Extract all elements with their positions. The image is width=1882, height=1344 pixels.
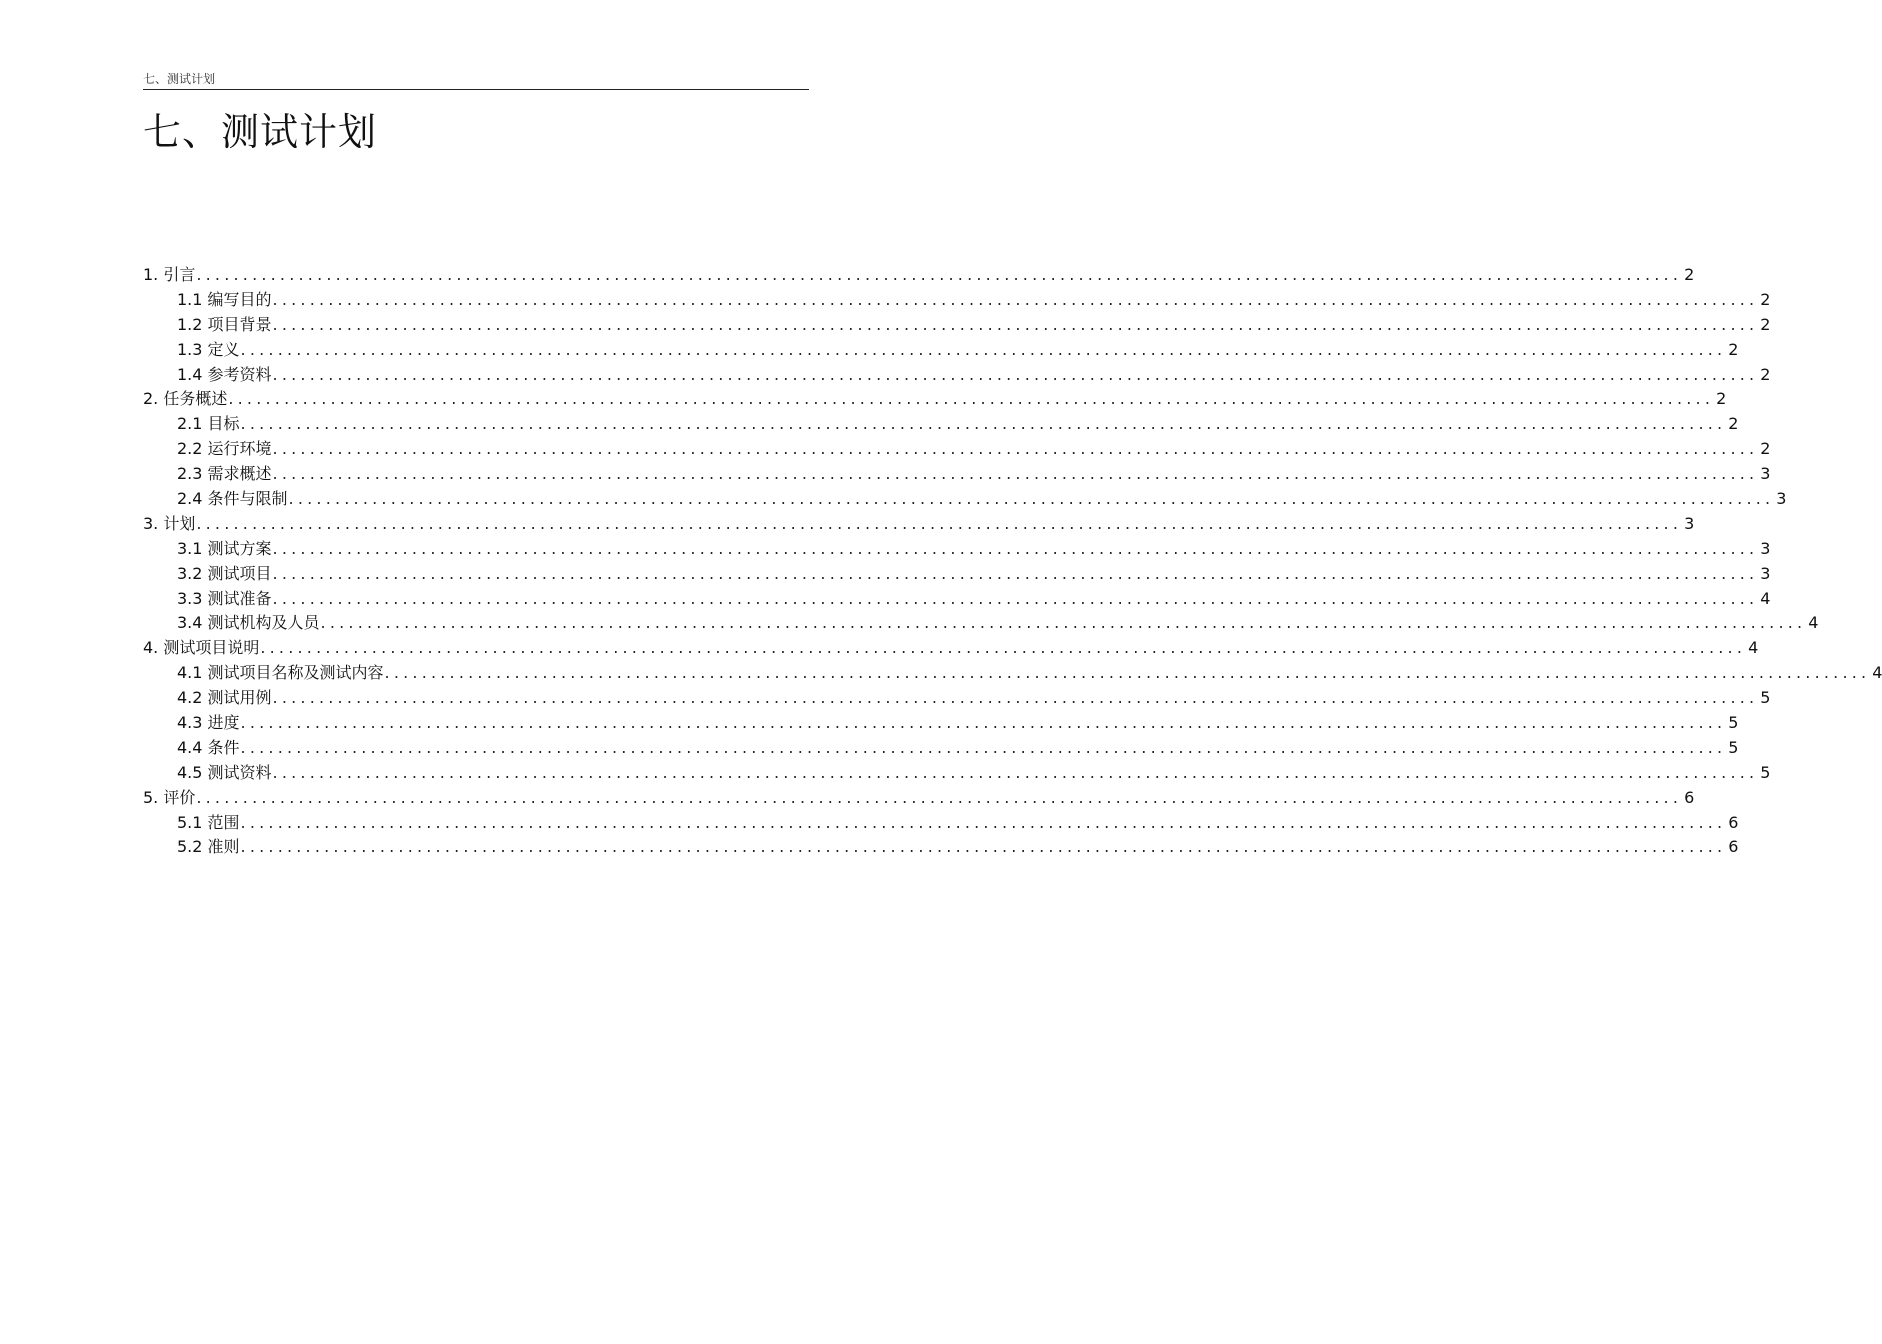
toc-entry-page-number: 2 — [1760, 364, 1771, 384]
toc-entry-label: 1. 引言 — [143, 264, 196, 284]
toc-entry-label: 4.4 条件 — [177, 737, 240, 757]
toc-entry-label: 3.4 测试机构及人员 — [177, 613, 320, 633]
toc-dot-leader: ................................................................................................................................................................ — [228, 389, 1715, 409]
toc-entry-page-number: 4 — [1760, 588, 1771, 608]
toc-entry-page-number: 2 — [1684, 264, 1695, 284]
toc-entry-label: 3.1 测试方案 — [177, 538, 272, 558]
toc-entry-page-number: 6 — [1728, 837, 1739, 857]
toc-subsection-entry[interactable] — [143, 835, 1739, 860]
toc-entry-label: 1.3 定义 — [177, 339, 240, 359]
toc-entry-label: 1.4 参考资料 — [177, 364, 272, 384]
toc-subsection-entry[interactable] — [143, 487, 1787, 512]
toc-entry-label: 3.3 测试准备 — [177, 588, 272, 608]
toc-entry-label: 4.5 测试资料 — [177, 762, 272, 782]
toc-entry-page-number: 6 — [1728, 812, 1739, 832]
toc-subsection-entry[interactable] — [143, 611, 1819, 636]
toc-entry-label: 3.2 测试项目 — [177, 563, 272, 583]
toc-dot-leader: ................................................................................................................................................................ — [272, 464, 1759, 484]
toc-dot-leader: ................................................................................................................................................................ — [240, 339, 1727, 359]
toc-dot-leader: ................................................................................................................................................................ — [196, 787, 1683, 807]
toc-dot-leader: ................................................................................................................................................................ — [240, 713, 1727, 733]
toc-subsection-entry[interactable] — [143, 587, 1771, 612]
toc-subsection-entry[interactable] — [143, 363, 1771, 388]
toc-entry-label: 4.3 进度 — [177, 713, 240, 733]
toc-dot-leader: ................................................................................................................................................................ — [272, 439, 1759, 459]
toc-dot-leader: ................................................................................................................................................................ — [272, 289, 1759, 309]
toc-entry-page-number: 3 — [1760, 464, 1771, 484]
toc-dot-leader: ................................................................................................................................................................ — [288, 489, 1775, 508]
toc-entry-page-number: 2 — [1728, 414, 1739, 434]
toc-entry-page-number: 4 — [1808, 613, 1819, 633]
toc-section-entry[interactable] — [143, 387, 1727, 412]
toc-dot-leader: ................................................................................................................................................................ — [240, 414, 1727, 434]
toc-entry-page-number: 5 — [1728, 713, 1739, 733]
toc-subsection-entry[interactable] — [143, 412, 1739, 437]
toc-entry-page-number: 2 — [1716, 389, 1727, 409]
toc-subsection-entry[interactable] — [143, 711, 1739, 736]
toc-entry-label: 2.3 需求概述 — [177, 464, 272, 484]
toc-section-entry[interactable] — [143, 786, 1695, 811]
toc-dot-leader: ................................................................................................................................................................ — [272, 364, 1759, 384]
toc-dot-leader: ................................................................................................................................................................ — [240, 737, 1727, 757]
toc-entry-label: 2.4 条件与限制 — [177, 489, 288, 508]
table-of-contents — [143, 263, 1882, 860]
toc-subsection-entry[interactable] — [143, 661, 1882, 686]
toc-dot-leader: ................................................................................................................................................................ — [272, 314, 1759, 334]
toc-section-entry[interactable] — [143, 636, 1759, 661]
toc-dot-leader: ................................................................................................................................................................ — [272, 563, 1759, 583]
toc-entry-label: 2. 任务概述 — [143, 389, 228, 409]
toc-entry-page-number: 3 — [1776, 489, 1787, 508]
toc-entry-label: 4. 测试项目说明 — [143, 638, 260, 658]
toc-dot-leader: ................................................................................................................................................................ — [384, 663, 1871, 683]
toc-subsection-entry[interactable] — [143, 288, 1771, 313]
toc-subsection-entry[interactable] — [143, 338, 1739, 363]
toc-entry-label: 1.2 项目背景 — [177, 314, 272, 334]
toc-subsection-entry[interactable] — [143, 437, 1771, 462]
toc-entry-page-number: 3 — [1684, 513, 1695, 533]
toc-entry-label: 2.2 运行环境 — [177, 439, 272, 459]
toc-subsection-entry[interactable] — [143, 811, 1739, 836]
toc-entry-page-number: 4 — [1872, 663, 1882, 683]
toc-dot-leader: ................................................................................................................................................................ — [196, 513, 1683, 533]
toc-dot-leader: ................................................................................................................................................................ — [240, 812, 1727, 832]
toc-entry-page-number: 3 — [1760, 538, 1771, 558]
toc-entry-label: 1.1 编写目的 — [177, 289, 272, 309]
toc-entry-page-number: 6 — [1684, 787, 1695, 807]
toc-dot-leader: ................................................................................................................................................................ — [272, 588, 1759, 608]
toc-entry-label: 5.2 准则 — [177, 837, 240, 857]
toc-entry-page-number: 2 — [1760, 314, 1771, 334]
toc-entry-label: 5. 评价 — [143, 787, 196, 807]
toc-dot-leader: ................................................................................................................................................................ — [196, 264, 1683, 284]
toc-dot-leader: ................................................................................................................................................................ — [272, 762, 1759, 782]
toc-entry-page-number: 2 — [1760, 439, 1771, 459]
toc-entry-page-number: 5 — [1760, 762, 1771, 782]
toc-dot-leader: ................................................................................................................................................................ — [272, 688, 1759, 708]
toc-entry-label: 3. 计划 — [143, 513, 196, 533]
toc-subsection-entry[interactable] — [143, 686, 1771, 711]
toc-dot-leader: ................................................................................................................................................................ — [320, 613, 1807, 633]
toc-entry-page-number: 4 — [1748, 638, 1759, 658]
toc-entry-label: 4.1 测试项目名称及测试内容 — [177, 663, 384, 683]
toc-subsection-entry[interactable] — [143, 736, 1739, 761]
toc-entry-label: 5.1 范围 — [177, 812, 240, 832]
toc-dot-leader: ................................................................................................................................................................ — [240, 837, 1727, 857]
toc-subsection-entry[interactable] — [143, 562, 1771, 587]
toc-dot-leader: ................................................................................................................................................................ — [260, 638, 1747, 658]
toc-subsection-entry[interactable] — [143, 761, 1771, 786]
running-header: 七、测试计划 — [143, 70, 809, 90]
toc-entry-page-number: 5 — [1760, 688, 1771, 708]
toc-section-entry[interactable] — [143, 512, 1695, 537]
toc-dot-leader: ................................................................................................................................................................ — [272, 538, 1759, 558]
page-title: 七、测试计划 — [143, 110, 378, 154]
toc-entry-page-number: 3 — [1760, 563, 1771, 583]
toc-subsection-entry[interactable] — [143, 462, 1771, 487]
toc-entry-page-number: 2 — [1760, 289, 1771, 309]
toc-entry-page-number: 2 — [1728, 339, 1739, 359]
toc-subsection-entry[interactable] — [143, 537, 1771, 562]
toc-subsection-entry[interactable] — [143, 313, 1771, 338]
toc-entry-label: 2.1 目标 — [177, 414, 240, 434]
toc-entry-label: 4.2 测试用例 — [177, 688, 272, 708]
toc-entry-page-number: 5 — [1728, 737, 1739, 757]
toc-section-entry[interactable] — [143, 263, 1695, 288]
